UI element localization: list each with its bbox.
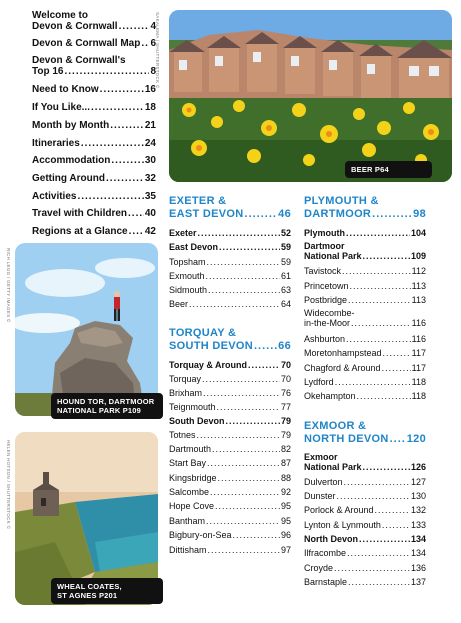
list-item[interactable] [304, 491, 426, 501]
item-label: Okehampton [304, 391, 356, 401]
item-label: Moretonhampstead [304, 348, 382, 358]
contents-label: Devon & Cornwall's [32, 55, 126, 66]
item-page: 92 [280, 487, 291, 497]
item-label: Croyde [304, 563, 334, 573]
caption-text: HOUND TOR, DARTMOOR [57, 397, 155, 406]
region-title[interactable] [169, 327, 291, 353]
list-item[interactable] [304, 228, 426, 238]
item-page: 70 [280, 374, 291, 384]
item-label: Sidmouth [169, 285, 208, 295]
region-title-line: PLYMOUTH & [304, 195, 379, 207]
item-page: 104 [410, 228, 426, 238]
contents-item[interactable] [32, 138, 156, 149]
contents-label: Need to Know [32, 84, 99, 95]
region-title[interactable] [304, 195, 426, 221]
list-item[interactable] [169, 545, 291, 555]
region-page: 46 [278, 208, 291, 220]
region-title-line: EXMOOR & [304, 420, 367, 432]
contents-item[interactable] [32, 120, 156, 131]
item-page: 95 [280, 501, 291, 511]
region-title-line: EXETER & [169, 195, 227, 207]
list-item[interactable] [169, 299, 291, 309]
contents-item[interactable] [32, 38, 156, 49]
item-label: Lydford [304, 377, 334, 387]
contents-label: Devon & Cornwall Map [32, 38, 141, 49]
list-item[interactable] [169, 402, 291, 412]
contents-item[interactable] [32, 208, 156, 219]
region-page: 66 [278, 340, 291, 352]
region-title-line: TORQUAY & [169, 327, 237, 339]
item-label: North Devon [304, 534, 358, 544]
item-label: Lynton & Lynmouth [304, 520, 381, 530]
contents-label: Devon & Cornwall [32, 21, 118, 32]
list-item[interactable] [304, 377, 426, 387]
caption-text: WHEAL COATES, [57, 582, 122, 591]
list-item[interactable] [304, 577, 426, 587]
item-page: 95 [280, 516, 291, 526]
list-item[interactable] [304, 308, 426, 328]
item-page: 63 [280, 285, 291, 295]
item-label: Dartmoor [304, 241, 345, 251]
beer-photo [169, 10, 452, 182]
item-page: 118 [411, 377, 426, 387]
item-label: in-the-Moor [304, 318, 351, 328]
item-label: Dulverton [304, 477, 343, 487]
contents-item[interactable] [32, 84, 156, 95]
caption-text: NATIONAL PARK P109 [57, 406, 142, 415]
item-label: Salcombe [169, 487, 210, 497]
item-page: 130 [410, 491, 426, 501]
item-page: 126 [410, 462, 426, 472]
item-page: 82 [280, 444, 291, 454]
contents-page: 18 [144, 102, 156, 113]
region-page: 98 [413, 208, 426, 220]
item-label: Hope Cove [169, 501, 215, 511]
item-page: 61 [280, 271, 291, 281]
item-label: National Park [304, 251, 362, 261]
contents-item[interactable] [32, 55, 156, 77]
item-label: Tavistock [304, 266, 342, 276]
item-label: Princetown [304, 281, 349, 291]
photo-credit: HELEN HOTSON / SHUTTERSTOCK © [6, 440, 11, 530]
item-label: East Devon [169, 242, 219, 252]
caption-text: ST AGNES P201 [57, 591, 118, 600]
list-item[interactable] [304, 241, 426, 261]
item-page: 79 [280, 416, 291, 426]
list-item[interactable] [304, 563, 426, 573]
item-page: 77 [280, 402, 291, 412]
region-title-line: SOUTH DEVON [169, 340, 253, 352]
list-item[interactable] [169, 487, 291, 497]
list-item[interactable] [169, 360, 291, 370]
contents-item[interactable] [32, 10, 156, 32]
item-label: Exmouth [169, 271, 205, 281]
item-label: Widecombe- [304, 308, 355, 318]
item-label: Dittisham [169, 545, 207, 555]
list-item[interactable] [304, 505, 426, 515]
list-item[interactable] [169, 530, 291, 540]
beer-photo-art [169, 10, 452, 182]
contents-item[interactable] [32, 155, 156, 166]
region-title-line: EAST DEVON [169, 208, 244, 220]
item-label: South Devon [169, 416, 225, 426]
contents-label: Getting Around [32, 173, 105, 184]
item-page: 64 [280, 299, 291, 309]
item-label: Beer [169, 299, 189, 309]
hound-tor-photo-art [15, 243, 158, 416]
list-item[interactable] [304, 295, 426, 305]
hound-tor-photo [15, 243, 158, 416]
contents-page: 42 [144, 226, 156, 237]
item-label: Torquay [169, 374, 202, 384]
list-item[interactable] [169, 271, 291, 281]
contents-page: 16 [144, 84, 156, 95]
contents-page: 32 [144, 173, 156, 184]
contents-item[interactable] [32, 226, 156, 237]
item-page: 112 [411, 266, 426, 276]
item-page: 116 [411, 318, 426, 328]
list-item[interactable] [304, 520, 426, 530]
region-title-line: NORTH DEVON [304, 433, 389, 445]
contents-page: 4 [150, 21, 156, 32]
item-label: Totnes [169, 430, 196, 440]
item-page: 134 [410, 548, 426, 558]
list-item[interactable] [169, 228, 291, 238]
item-page: 118 [411, 391, 426, 401]
list-item[interactable] [304, 534, 426, 544]
item-page: 109 [410, 251, 426, 261]
contents-page: 30 [144, 155, 156, 166]
item-page: 136 [410, 563, 426, 573]
item-label: Ilfracombe [304, 548, 347, 558]
list-item[interactable] [304, 477, 426, 487]
list-item[interactable] [304, 452, 426, 472]
contents-label: Top 16 [32, 66, 64, 77]
wheal-coates-caption [51, 578, 163, 604]
list-item[interactable] [304, 348, 426, 358]
contents-page: 8 [150, 66, 156, 77]
contents-item[interactable] [32, 173, 156, 184]
contents-page: 6 [150, 38, 156, 49]
contents-label: Welcome to [32, 10, 88, 21]
item-page: 88 [280, 473, 291, 483]
item-page: 59 [280, 257, 291, 267]
item-page: 113 [411, 281, 426, 291]
contents-page: 35 [144, 191, 156, 202]
list-item[interactable] [169, 257, 291, 267]
item-label: Teignmouth [169, 402, 216, 412]
contents-label: Travel with Children [32, 208, 128, 219]
contents-label: Accommodation [32, 155, 111, 166]
item-label: Topsham [169, 257, 206, 267]
region-page: 120 [406, 433, 426, 445]
item-page: 132 [410, 505, 426, 515]
item-page: 87 [280, 458, 291, 468]
item-label: Ashburton [304, 334, 346, 344]
item-page: 59 [280, 242, 291, 252]
item-label: Exeter [169, 228, 197, 238]
list-item[interactable] [304, 266, 426, 276]
item-label: Torquay & Around [169, 360, 247, 370]
contents-item[interactable] [32, 102, 156, 113]
list-item[interactable] [169, 242, 291, 252]
region-title[interactable] [169, 195, 291, 221]
contents-page: 40 [144, 208, 156, 219]
list-item[interactable] [169, 501, 291, 511]
list-item[interactable] [169, 473, 291, 483]
item-page: 116 [411, 334, 426, 344]
contents-label: Regions at a Glance [32, 226, 128, 237]
item-label: Porlock & Around [304, 505, 374, 515]
contents-page: 24 [144, 138, 156, 149]
item-label: Chagford & Around [304, 363, 381, 373]
item-label: Brixham [169, 388, 203, 398]
caption-text: BEER P64 [351, 165, 389, 174]
item-page: 117 [411, 348, 426, 358]
item-page: 113 [411, 295, 426, 305]
contents-page: 21 [144, 120, 156, 131]
item-page: 79 [280, 430, 291, 440]
item-page: 127 [410, 477, 426, 487]
contents-label: Itineraries [32, 138, 80, 149]
contents-label: Activities [32, 191, 77, 202]
list-item[interactable] [169, 458, 291, 468]
list-item[interactable] [169, 285, 291, 295]
item-page: 96 [280, 530, 291, 540]
item-label: Kingsbridge [169, 473, 217, 483]
item-label: Barnstaple [304, 577, 348, 587]
list-item[interactable] [304, 281, 426, 291]
list-item[interactable] [304, 548, 426, 558]
item-label: Start Bay [169, 458, 207, 468]
item-label: Exmoor [304, 452, 338, 462]
list-item[interactable] [304, 363, 426, 373]
item-label: Dunster [304, 491, 336, 501]
region-title[interactable] [304, 420, 426, 446]
item-label: Postbridge [304, 295, 348, 305]
item-label: Plymouth [304, 228, 346, 238]
list-item[interactable] [169, 416, 291, 426]
item-label: Bantham [169, 516, 206, 526]
item-label: National Park [304, 462, 362, 472]
contents-label: Month by Month [32, 120, 110, 131]
item-page: 133 [410, 520, 426, 530]
contents-label: If You Like... [32, 102, 90, 113]
item-page: 137 [410, 577, 426, 587]
list-item[interactable] [304, 334, 426, 344]
list-item[interactable] [169, 516, 291, 526]
item-page: 76 [280, 388, 291, 398]
contents-item[interactable] [32, 191, 156, 202]
item-page: 97 [280, 545, 291, 555]
list-item[interactable] [169, 374, 291, 384]
item-label: Dartmouth [169, 444, 212, 454]
list-item[interactable] [304, 391, 426, 401]
item-page: 52 [280, 228, 291, 238]
list-item[interactable] [169, 388, 291, 398]
beer-photo-caption [345, 161, 432, 178]
hound-tor-caption [51, 393, 163, 419]
item-page: 70 [280, 360, 291, 370]
region-title-line: DARTMOOR [304, 208, 372, 220]
item-label: Bigbury-on-Sea [169, 530, 232, 540]
photo-credit: SAKALEMA / SHUTTERSTOCK © [155, 12, 160, 89]
list-item[interactable] [169, 430, 291, 440]
item-page: 134 [410, 534, 426, 544]
list-item[interactable] [169, 444, 291, 454]
item-page: 117 [411, 363, 426, 373]
photo-credit: RICH LEGG / GETTY IMAGES © [6, 248, 11, 323]
